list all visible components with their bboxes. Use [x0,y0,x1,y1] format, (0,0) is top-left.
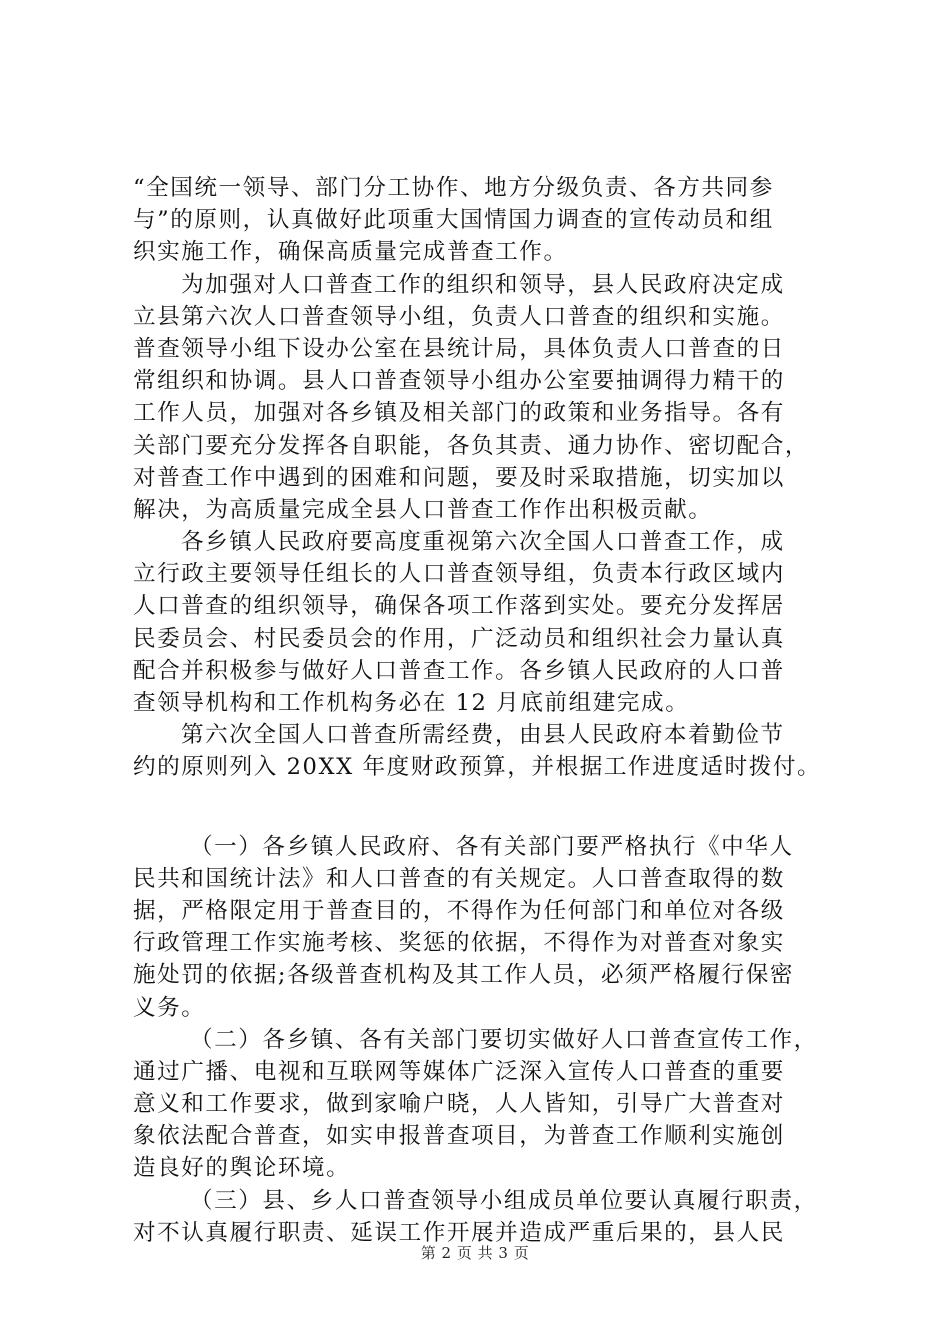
text-line: 查领导机构和工作机构务必在 12 月底前组建完成。 [133,690,690,716]
paragraph-item-one [133,831,830,1024]
paragraph-funding [133,719,830,783]
text-line: 施处罚的依据;各级普查机构及其工作人员，必须严格履行保密 [133,962,795,989]
document-body [133,172,830,1249]
page-number-footer: 第 2 页 共 3 页 [420,1244,530,1262]
text-line: 意义和工作要求，做到家喻户晓，人人皆知，引导广大普查对 [133,1091,785,1118]
text-line: 织实施工作，确保高质量完成普查工作。 [133,239,568,266]
text-line: “全国统一领导、部门分工协作、地方分级负责、各方共同参 [133,175,774,201]
text-line: 解决，为高质量完成全县人口普查工作作出积极贡献。 [133,496,713,523]
section-gap [133,784,830,831]
text-line: 配合并积极参与做好人口普查工作。各乡镇人民政府的人口普 [133,657,785,684]
text-line: 普查领导小组下设办公室在县统计局，具体负责人口普查的日 [133,335,785,362]
text-line: 立县第六次人口普查领导小组，负责人口普查的组织和实施。 [133,303,785,330]
text-line: 人口普查的组织领导，确保各项工作落到实处。要充分发挥居 [133,593,785,620]
paragraph-principle [133,172,830,269]
text-line: 关部门要充分发挥各自职能，各负其责、通力协作、密切配合， [133,432,810,459]
text-line: 工作人员，加强对各乡镇及相关部门的政策和业务指导。各有 [133,400,785,427]
paragraph-township-government [133,526,830,719]
paragraph-leading-group [133,269,830,527]
text-line: 通过广播、电视和互联网等媒体广泛深入宣传人口普查的重要 [133,1058,785,1085]
text-line: 民委员会、村民委员会的作用，广泛动员和组织社会力量认真 [133,625,785,652]
text-line: （二）各乡镇、各有关部门要切实做好人口普查宣传工作， [190,1026,818,1053]
text-line: 第六次全国人口普查所需经费，由县人民政府本着勤俭节 [181,722,785,749]
text-line: 据，严格限定用于普查目的，不得作为任何部门和单位对各级 [133,897,785,924]
text-line: 约的原则列入 20XX 年度财政预算，并根据工作进度适时拨付。 [133,754,822,781]
text-line: 对普查工作中遇到的困难和问题，要及时采取措施，切实加以 [133,464,785,491]
text-line: 立行政主要领导任组长的人口普查领导组，负责本行政区域内 [133,561,785,588]
paragraph-item-two [133,1024,830,1185]
text-line: 象依法配合普查，如实申报普查项目，为普查工作顺利实施创 [133,1123,785,1150]
text-line: 造良好的舆论环境。 [133,1155,351,1182]
text-line: 义务。 [133,994,206,1021]
text-line: 为加强对人口普查工作的组织和领导，县人民政府决定成 [181,271,785,298]
text-line: 民共和国统计法》和人口普查的有关规定。人口普查取得的数 [133,865,785,892]
text-line: （三）县、乡人口普查领导小组成员单位要认真履行职责， [190,1187,818,1214]
text-line: 各乡镇人民政府要高度重视第六次全国人口普查工作，成 [181,529,785,556]
text-line: 常组织和协调。县人口普查领导小组办公室要抽调得力精干的 [133,368,785,395]
text-line: （一）各乡镇人民政府、各有关部门要严格执行《中华人 [190,833,794,860]
text-line: 对不认真履行职责、延误工作开展并造成严重后果的，县人民 [133,1219,785,1246]
text-line: 与”的原则，认真做好此项重大国情国力调查的宣传动员和组 [133,207,774,234]
text-line: 行政管理工作实施考核、奖惩的依据，不得作为对普查对象实 [133,930,785,957]
paragraph-item-three [133,1185,830,1249]
